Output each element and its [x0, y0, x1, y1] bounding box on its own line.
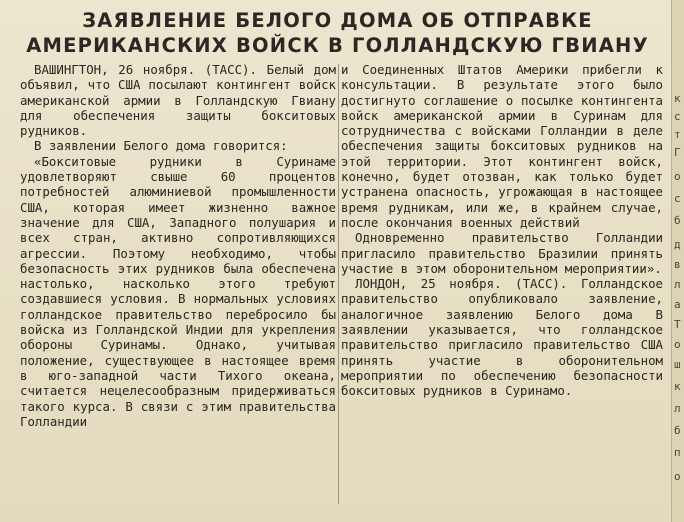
left-paragraph-3: «Бокситовые рудники в Суринаме удовлетворяют свыше 60 процентов потребностей алюминиевой промышленности США, которая имеет жизненно важное значение для США, Западного полушария и всех стран, активно сопротивляющихся агрессии. Поэтому необходимо, чтобы безопасность этих рудников была обеспечена настолько, насколько этого требуют создавшиеся условия. В нормальных условиях голландское правительство перебросило бы войска из Голландской Индии для укрепления обороны Суринамы. Однако, учитывая положение, существующее в настоящее время в юго-западной части Тихого океана, считается нецелесообразным придерживаться такого курса. В связи с этим правительства Голландии [20, 153, 336, 429]
edge-glyph: п [674, 446, 681, 459]
headline-line-1: ЗАЯВЛЕНИЕ БЕЛОГО ДОМА ОБ ОТПРАВКЕ [82, 9, 593, 32]
left-paragraph-1: Белый дом объявил, что США посылают контингент войск американской армии в Голландскую Гвиану для обеспечения защиты бокситовых рудников. [20, 62, 336, 139]
right-paragraph-2: Одновременно правительство Голландии пригласило правительство Бразилии принять участие в этом оборонительном мероприятии». [341, 230, 663, 276]
edge-glyph: с [674, 192, 681, 205]
edge-glyph: б [674, 424, 681, 437]
dateline-washington: ВАШИНГТОН, 26 ноября. (ТАСС). [34, 62, 257, 77]
article-column-right [341, 62, 663, 399]
edge-glyph: в [674, 258, 681, 271]
right-paragraph-3: Голландское правительство опубликовало заявление, аналогичное заявлению Белого дома В заявлении указывается, что голландское правительство пригласило правительство США принять участие в оборонительном мероприятии по обеспечению безопасности бокситовых рудников в Суринамо. [341, 276, 663, 399]
edge-glyph: а [674, 298, 681, 311]
edge-glyph: о [674, 338, 681, 351]
edge-glyph: о [674, 470, 681, 483]
edge-glyph: к [674, 92, 681, 105]
edge-glyph: о [674, 170, 681, 183]
edge-glyph: ш [674, 358, 681, 371]
column-divider [338, 64, 339, 504]
dateline-london: ЛОНДОН, 25 ноября. (ТАСС). [355, 276, 568, 292]
edge-glyph: л [674, 278, 681, 291]
edge-glyph: к [674, 380, 681, 393]
right-paragraph-1: и Соединенных Штатов Америки прибегли к консультации. В результате этого было достигнуто соглашение о посылке контингента войск американской армии в Суринам для сотрудничества с войсками Голландии в деле обеспечения защиты бокситовых рудников на этой территории. Этот контингент войск, конечно, будет отозван, как только будет устранена опасность, угрожающая в настоящее время рудникам, или же, в крайнем случае, после окончания военных действий [341, 62, 663, 230]
article-column-left [20, 62, 336, 429]
left-paragraph-2: В заявлении Белого дома говорится: [34, 138, 288, 154]
edge-glyph: т [674, 128, 681, 141]
edge-glyph: б [674, 214, 681, 227]
edge-glyph: д [674, 238, 681, 251]
edge-glyph: л [674, 402, 681, 415]
edge-glyph: с [674, 110, 681, 123]
edge-glyph: Т [674, 318, 681, 331]
headline-line-2: АМЕРИКАНСКИХ ВОЙСК В ГОЛЛАНДСКУЮ ГВИАНУ [26, 34, 649, 57]
edge-glyph: Г [674, 146, 681, 159]
headline [10, 8, 665, 58]
adjacent-column-edge [671, 0, 684, 522]
